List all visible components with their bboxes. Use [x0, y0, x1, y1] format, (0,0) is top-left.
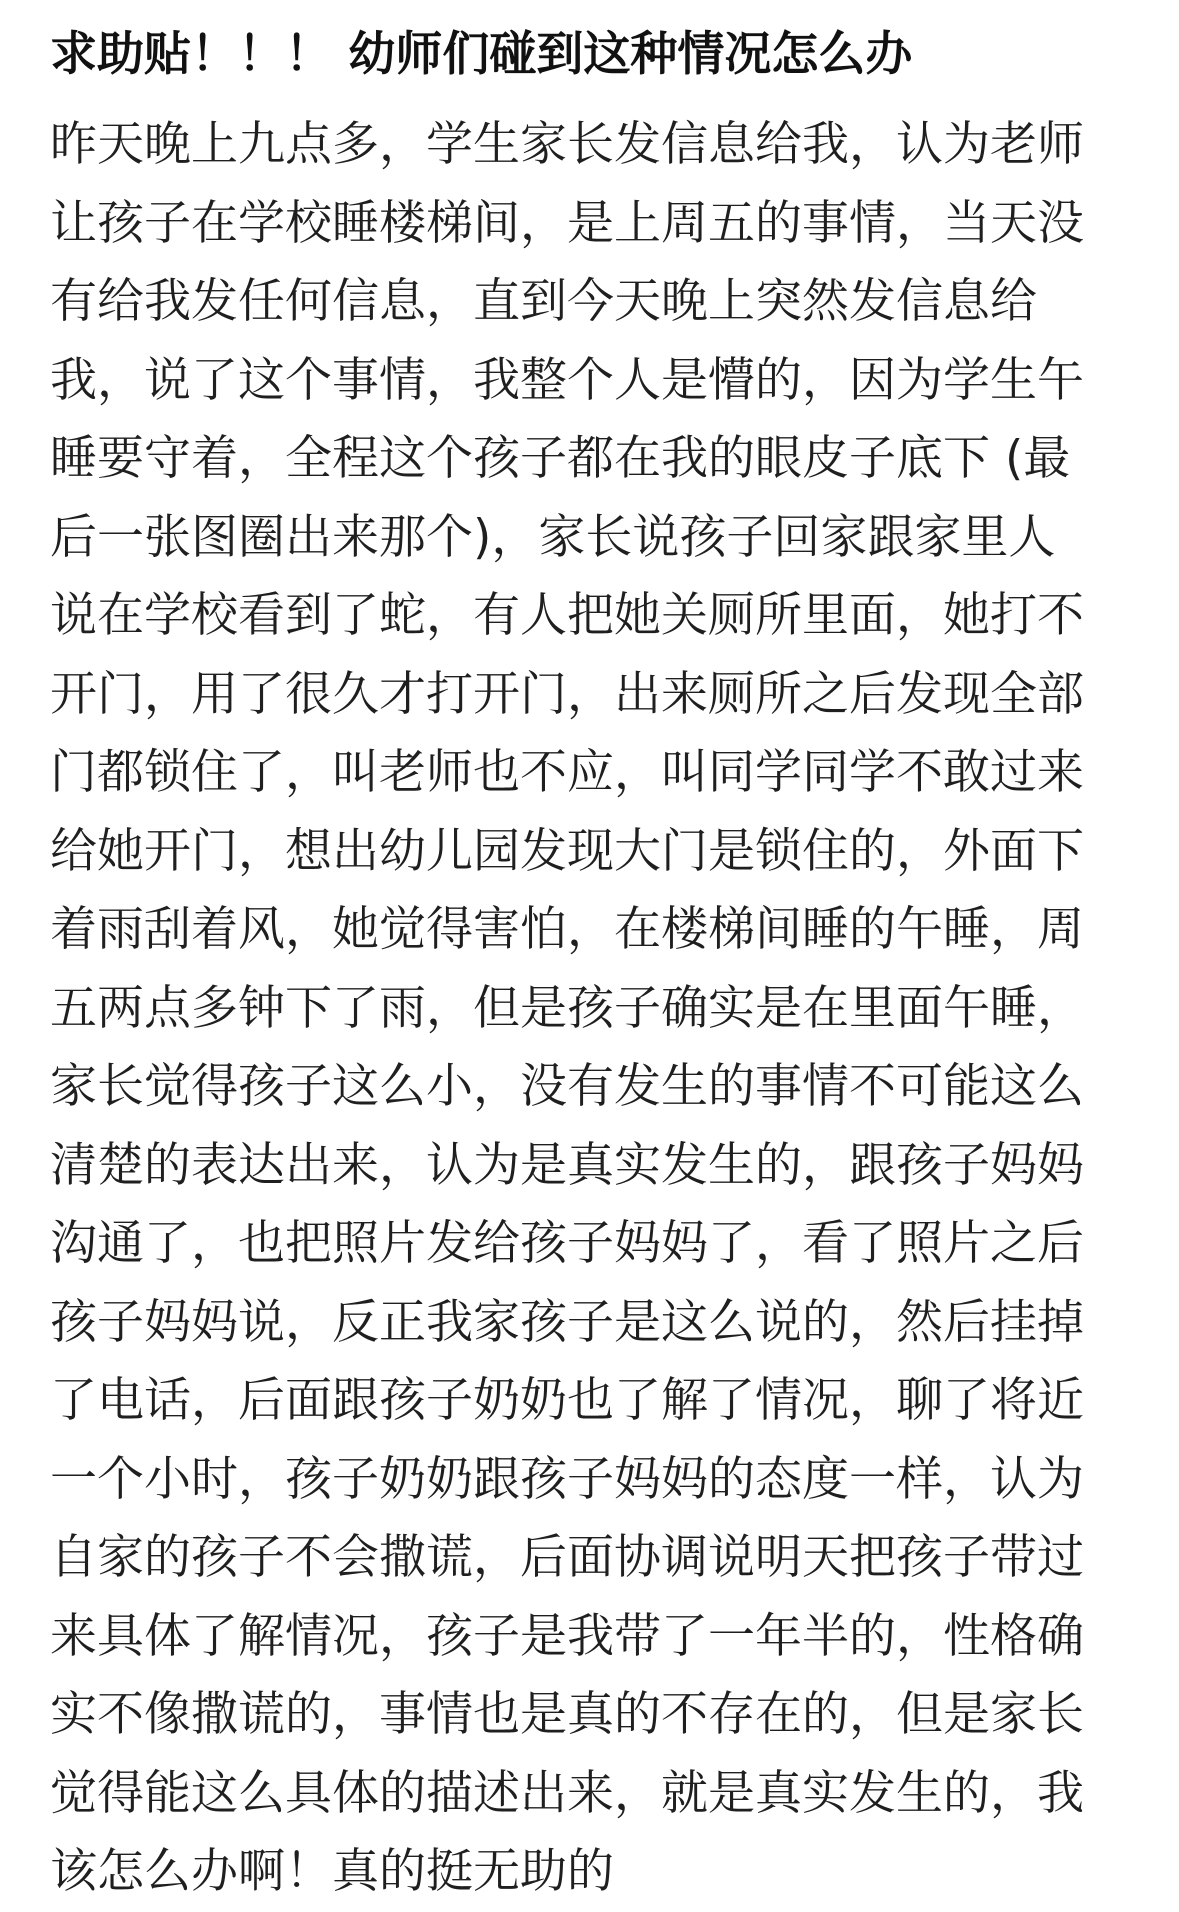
post-body-line: 我，说了这个事情，我整个人是懵的，因为学生午 [50, 352, 1084, 408]
post-body-line: 门都锁住了，叫老师也不应，叫同学同学不敢过来 [50, 745, 1084, 800]
post-body-line: 有给我发任何信息，直到今天晚上突然发信息给 [50, 274, 1037, 329]
post-body-line: 实不像撒谎的，事情也是真的不存在的，但是家长 [50, 1687, 1084, 1742]
post-body-line: 清楚的表达出来，认为是真实发生的，跟孩子妈妈 [50, 1137, 1084, 1193]
post-body-line: 沟通了，也把照片发给孩子妈妈了，看了照片之后 [50, 1216, 1084, 1271]
post-body-line: 家长觉得孩子这么小，没有发生的事情不可能这么 [50, 1059, 1084, 1114]
post-body-line: 睡要守着，全程这个孩子都在我的眼皮子底下 (最 [50, 431, 1071, 486]
post-body-line: 后一张图圈出来那个)，家长说孩子回家跟家里人 [50, 509, 1056, 565]
post-body-line: 着雨刮着风，她觉得害怕，在楼梯间睡的午睡，周 [50, 902, 1084, 957]
post-body-line: 自家的孩子不会撒谎，后面协调说明天把孩子带过 [50, 1530, 1084, 1585]
post-title: 求助贴！！！ 幼师们碰到这种情况怎么办 [50, 27, 913, 82]
post-body-line: 说在学校看到了蛇，有人把她关厕所里面，她打不 [50, 588, 1084, 643]
post-body-line: 觉得能这么具体的描述出来，就是真实发生的，我 [50, 1765, 1084, 1821]
post-body-line: 给她开门，想出幼儿园发现大门是锁住的，外面下 [50, 823, 1084, 879]
post-body [50, 106, 1130, 1912]
post-body-line: 孩子妈妈说，反正我家孩子是这么说的，然后挂掉 [50, 1294, 1084, 1350]
post-content [50, 14, 1130, 1912]
post-body-line: 昨天晚上九点多，学生家长发信息给我，认为老师 [50, 117, 1084, 172]
post-body-line: 了电话，后面跟孩子奶奶也了解了情况，聊了将近 [50, 1373, 1084, 1428]
post-body-line: 该怎么办啊！真的挺无助的 [50, 1844, 614, 1899]
post-body-line: 开门，用了很久才打开门，出来厕所之后发现全部 [50, 666, 1084, 722]
post-body-line: 来具体了解情况，孩子是我带了一年半的，性格确 [50, 1608, 1084, 1664]
post-body-line: 五两点多钟下了雨，但是孩子确实是在里面午睡， [50, 980, 1084, 1036]
post-body-line: 一个小时，孩子奶奶跟孩子妈妈的态度一样，认为 [50, 1451, 1084, 1507]
post-body-line: 让孩子在学校睡楼梯间，是上周五的事情，当天没 [50, 195, 1084, 251]
